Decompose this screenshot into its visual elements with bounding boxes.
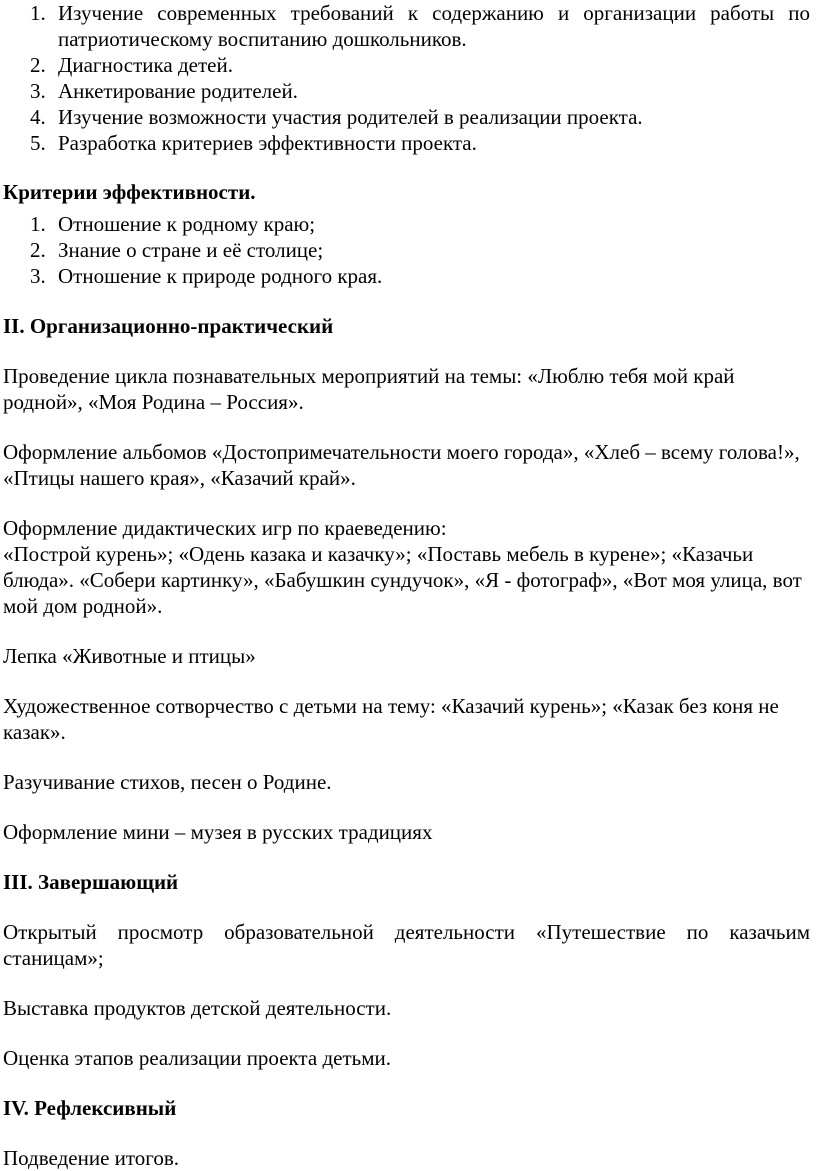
list-item-text: Изучение современных требований к содержанию и организации работы по патриотическому воспитанию дошкольников.: [58, 1, 810, 51]
list-number: 2.: [30, 53, 46, 77]
paragraph: «Построй курень»; «Одень казака и казачку»; «Поставь мебель в курене»; «Казачьи блюда». «Собери картинку», «Бабушкин сундучок», «Я - фотограф», «Вот моя улица, вот мой дом родной».: [3, 542, 802, 618]
list-item-text: Изучение возможности участия родителей в реализации проекта.: [58, 105, 643, 129]
list-number: 4.: [30, 105, 46, 129]
paragraph: Оформление мини – музея в русских традициях: [3, 820, 433, 844]
criteria-list: [3, 211, 810, 289]
list-item: [3, 78, 810, 104]
paragraph: Оценка этапов реализации проекта детьми.: [3, 1046, 391, 1070]
list-item-text: Анкетирование родителей.: [58, 79, 298, 103]
list-item: [3, 104, 810, 130]
list-item: [3, 0, 810, 52]
list-item-text: Отношение к родному краю;: [58, 212, 316, 236]
list-number: 3.: [30, 264, 46, 288]
criteria-heading: Критерии эффективности.: [3, 180, 256, 204]
stage-tasks-list: [3, 0, 810, 156]
list-number: 1.: [30, 1, 46, 25]
paragraph: Проведение цикла познавательных мероприятий на темы: «Люблю тебя мой край родной», «Моя Родина – Россия».: [3, 364, 735, 414]
list-item: [3, 130, 810, 156]
list-item: [3, 211, 810, 237]
list-item: [3, 237, 810, 263]
section-heading-4: IV. Рефлексивный: [3, 1096, 177, 1120]
paragraph: Художественное сотворчество с детьми на тему: «Казачий курень»; «Казак без коня не казак».: [3, 694, 779, 744]
list-number: 5.: [30, 131, 46, 155]
list-item-text: Знание о стране и её столице;: [58, 238, 324, 262]
paragraph: Лепка «Животные и птицы»: [3, 644, 256, 668]
paragraph: Разучивание стихов, песен о Родине.: [3, 770, 332, 794]
list-number: 1.: [30, 212, 46, 236]
section-heading-2: II. Организационно-практический: [3, 314, 334, 338]
list-item-text: Разработка критериев эффективности проекта.: [58, 131, 477, 155]
list-number: 2.: [30, 238, 46, 262]
paragraph: Выставка продуктов детской деятельности.: [3, 996, 392, 1020]
list-number: 3.: [30, 79, 46, 103]
paragraph: Подведение итогов.: [3, 1146, 180, 1170]
paragraph: Открытый просмотр образовательной деятельности «Путешествие по казачьим станицам»;: [3, 920, 810, 970]
list-item-text: Диагностика детей.: [58, 53, 233, 77]
list-item: [3, 52, 810, 78]
list-item: [3, 263, 810, 289]
paragraph: Оформление дидактических игр по краеведению:: [3, 516, 447, 540]
section-heading-3: III. Завершающий: [3, 870, 179, 894]
paragraph: Оформление альбомов «Достопримечательности моего города», «Хлеб – всему голова!», «Птицы нашего края», «Казачий край».: [3, 440, 800, 490]
list-item-text: Отношение к природе родного края.: [58, 264, 383, 288]
